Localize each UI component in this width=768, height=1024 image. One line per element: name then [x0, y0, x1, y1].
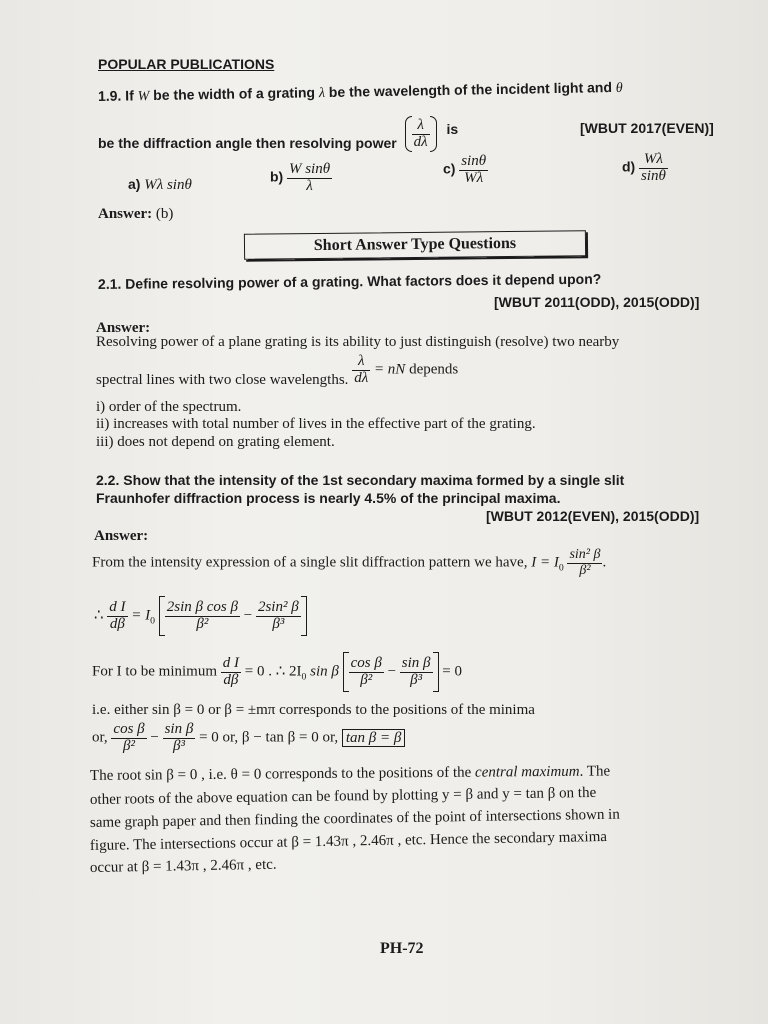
question-2-1-tag: [WBUT 2011(ODD), 2015(ODD)]	[494, 294, 700, 310]
section-title: Short Answer Type Questions	[244, 230, 586, 260]
root-line: The root sin β = 0 , i.e. θ = 0 corresponds to the positions of the central maximum. The	[89, 763, 611, 784]
occur-line: occur at β = 1.43π , 2.46π , etc.	[89, 856, 277, 876]
option-b: b) $\frac{\text{W sinθ}}{\lambda}$	[270, 161, 331, 194]
answer-2-2-label: Answer:	[94, 528, 149, 544]
running-header: POPULAR PUBLICATIONS	[98, 56, 275, 72]
answer-2-2-intensity-line: From the intensity expression of a single slit diffraction pattern we have, $I = I_0$ $\frac{\text{sin² β}}{\text{β²}}$ .	[92, 547, 607, 578]
same-graph-line: same graph paper and then finding the coordinates of the point of intersections shown in	[89, 806, 620, 831]
figure-line: figure. The intersections occur at β = 1.43π , 2.46π , etc. Hence the secondary maxima	[89, 828, 608, 854]
question-2-2-line2: Fraunhofer diffraction process is nearly 4.5% of the principal maxima.	[96, 490, 561, 506]
other-roots-line: other roots of the above equation can be found by plotting y = β and y = tan β on the	[89, 784, 597, 808]
answer-2-1-item1: i) order of the spectrum.	[96, 399, 242, 415]
answer-1-9: Answer: (b)	[98, 206, 174, 222]
boxed-result: tan β = β	[342, 729, 405, 747]
equation-dI-dbeta: ∴ $\frac{\text{d I}}{d\beta}$ = $I_0$ $\frac{\text{2sin β cos β}}{\text{β²}}$ − $\frac{\text{2sin² β}}{\text{β³}}$	[94, 596, 307, 636]
equation-or: or, $\frac{\text{cos β}}{\text{β²}}$ − $\frac{\text{sin β}}{\text{β³}}$ = 0 or, β − tan β = 0 or, tan β = β	[92, 722, 405, 755]
option-d: d) $\frac{W\lambda}{\sin\theta}$	[622, 151, 666, 184]
answer-2-1-line2: spectral lines with two close wavelengths. $\frac{\lambda}{d\lambda}$ = nN depends	[96, 353, 459, 388]
option-a: a) Wλ sinθ	[128, 176, 192, 193]
question-2-2-line1: 2.2. Show that the intensity of the 1st secondary maxima formed by a single slit	[96, 472, 625, 488]
page-number: PH-72	[380, 940, 424, 957]
answer-2-1-label: Answer:	[96, 320, 151, 336]
answer-2-1-line1: Resolving power of a plane grating is its ability to just distinguish (resolve) two nearby	[96, 334, 620, 350]
answer-2-1-item3: iii) does not depend on grating element.	[96, 434, 335, 450]
question-1-9-line2: be the diffraction angle then resolving power $\frac{\lambda}{d\lambda}$ is	[98, 116, 459, 151]
question-2-2-tag: [WBUT 2012(EVEN), 2015(ODD)]	[486, 508, 700, 524]
option-c: c) $\frac{\sin\theta}{W\lambda}$	[443, 153, 487, 186]
equation-minimum: For I to be minimum $\frac{\text{d I}}{d\beta}$ = 0 . ∴ $2I_0$ sin β $\frac{\text{cos β}}{\text{β²}}$ − $\frac{\text{sin β}}{\text{β³}}$ = 0	[92, 652, 462, 692]
answer-2-1-item2: ii) increases with total number of lives in the effective part of the grating.	[96, 416, 536, 432]
question-2-1: 2.1. Define resolving power of a grating. What factors does it depend upon?	[97, 270, 602, 292]
question-1-9-tag: [WBUT 2017(EVEN)]	[580, 120, 714, 136]
either-line: i.e. either sin β = 0 or β = ±mπ corresponds to the positions of the minima	[92, 702, 535, 718]
question-1-9-line1: 1.9. If W be the width of a grating λ be the wavelength of the incident light and θ	[97, 79, 623, 105]
